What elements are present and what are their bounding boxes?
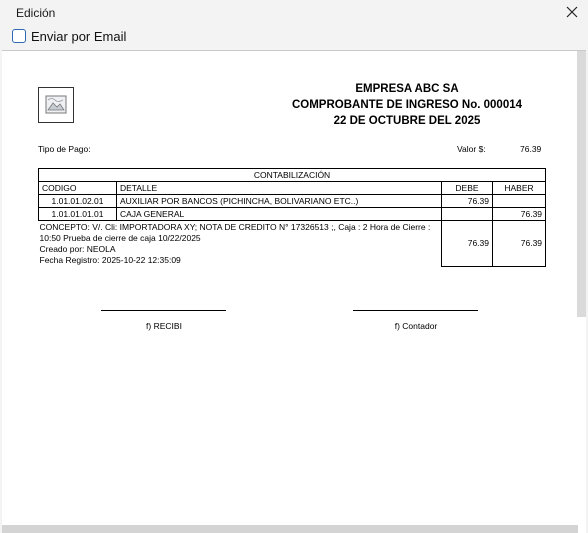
window-title: Edición: [16, 6, 56, 20]
row-debe: 76.39: [442, 195, 493, 208]
row-codigo: 1.01.01.01.01: [39, 208, 117, 221]
table-section-title: CONTABILIZACIÓN: [39, 169, 546, 182]
row-codigo: 1.01.01.02.01: [39, 195, 117, 208]
row-detalle: AUXILIAR POR BANCOS (PICHINCHA, BOLIVARIANO ETC..): [117, 195, 442, 208]
vertical-scrollbar-thumb[interactable]: [577, 51, 586, 317]
table-totals-row: [39, 221, 546, 267]
signature-line-received: [101, 310, 226, 311]
document-date: 22 DE OCTUBRE DEL 2025: [333, 115, 481, 127]
row-detalle: CAJA GENERAL: [117, 208, 442, 221]
close-icon[interactable]: [564, 4, 580, 20]
header-debe: DEBE: [442, 182, 493, 195]
table-row: [39, 208, 546, 221]
value-amount: 76.39: [520, 144, 542, 154]
accounting-table: [38, 168, 546, 267]
header-detalle: DETALLE: [117, 182, 442, 195]
email-checkbox[interactable]: [12, 29, 26, 43]
row-haber: 76.39: [493, 208, 546, 221]
registration-date: Fecha Registro: 2025-10-22 12:35:09: [39, 255, 181, 265]
table-row: [39, 195, 546, 208]
signature-line-accountant: [353, 310, 478, 311]
table-header-row: [39, 182, 546, 195]
created-by: Creado por: NEOLA: [39, 244, 116, 254]
payment-type-label: Tipo de Pago:: [38, 144, 91, 154]
document-title: COMPROBANTE DE INGRESO No. 000014: [291, 99, 523, 111]
header-haber: HABER: [493, 182, 546, 195]
total-debe: 76.39: [442, 221, 493, 267]
value-label: Valor $:: [457, 144, 486, 154]
total-haber: 76.39: [493, 221, 546, 267]
header-codigo: CODIGO: [39, 182, 117, 195]
company-logo-image-icon: [38, 87, 74, 123]
signature-label-accountant: f) Contador: [394, 321, 438, 331]
signature-label-received: f) RECIBI: [146, 321, 182, 331]
concept-text: CONCEPTO: V/. Cli: IMPORTADORA XY; NOTA DE CREDITO N° 17326513 ;, Caja : 2 Hora de Cierre : 10:50 Prueba de cierre de caja 10/22/2025: [39, 222, 431, 243]
title-bar: [0, 0, 588, 28]
company-name: EMPRESA ABC SA: [355, 83, 459, 95]
concept-block: [39, 221, 442, 267]
row-debe: [442, 208, 493, 221]
report-viewer[interactable]: [2, 50, 586, 533]
row-haber: [493, 195, 546, 208]
email-checkbox-label[interactable]: Enviar por Email: [31, 29, 127, 44]
